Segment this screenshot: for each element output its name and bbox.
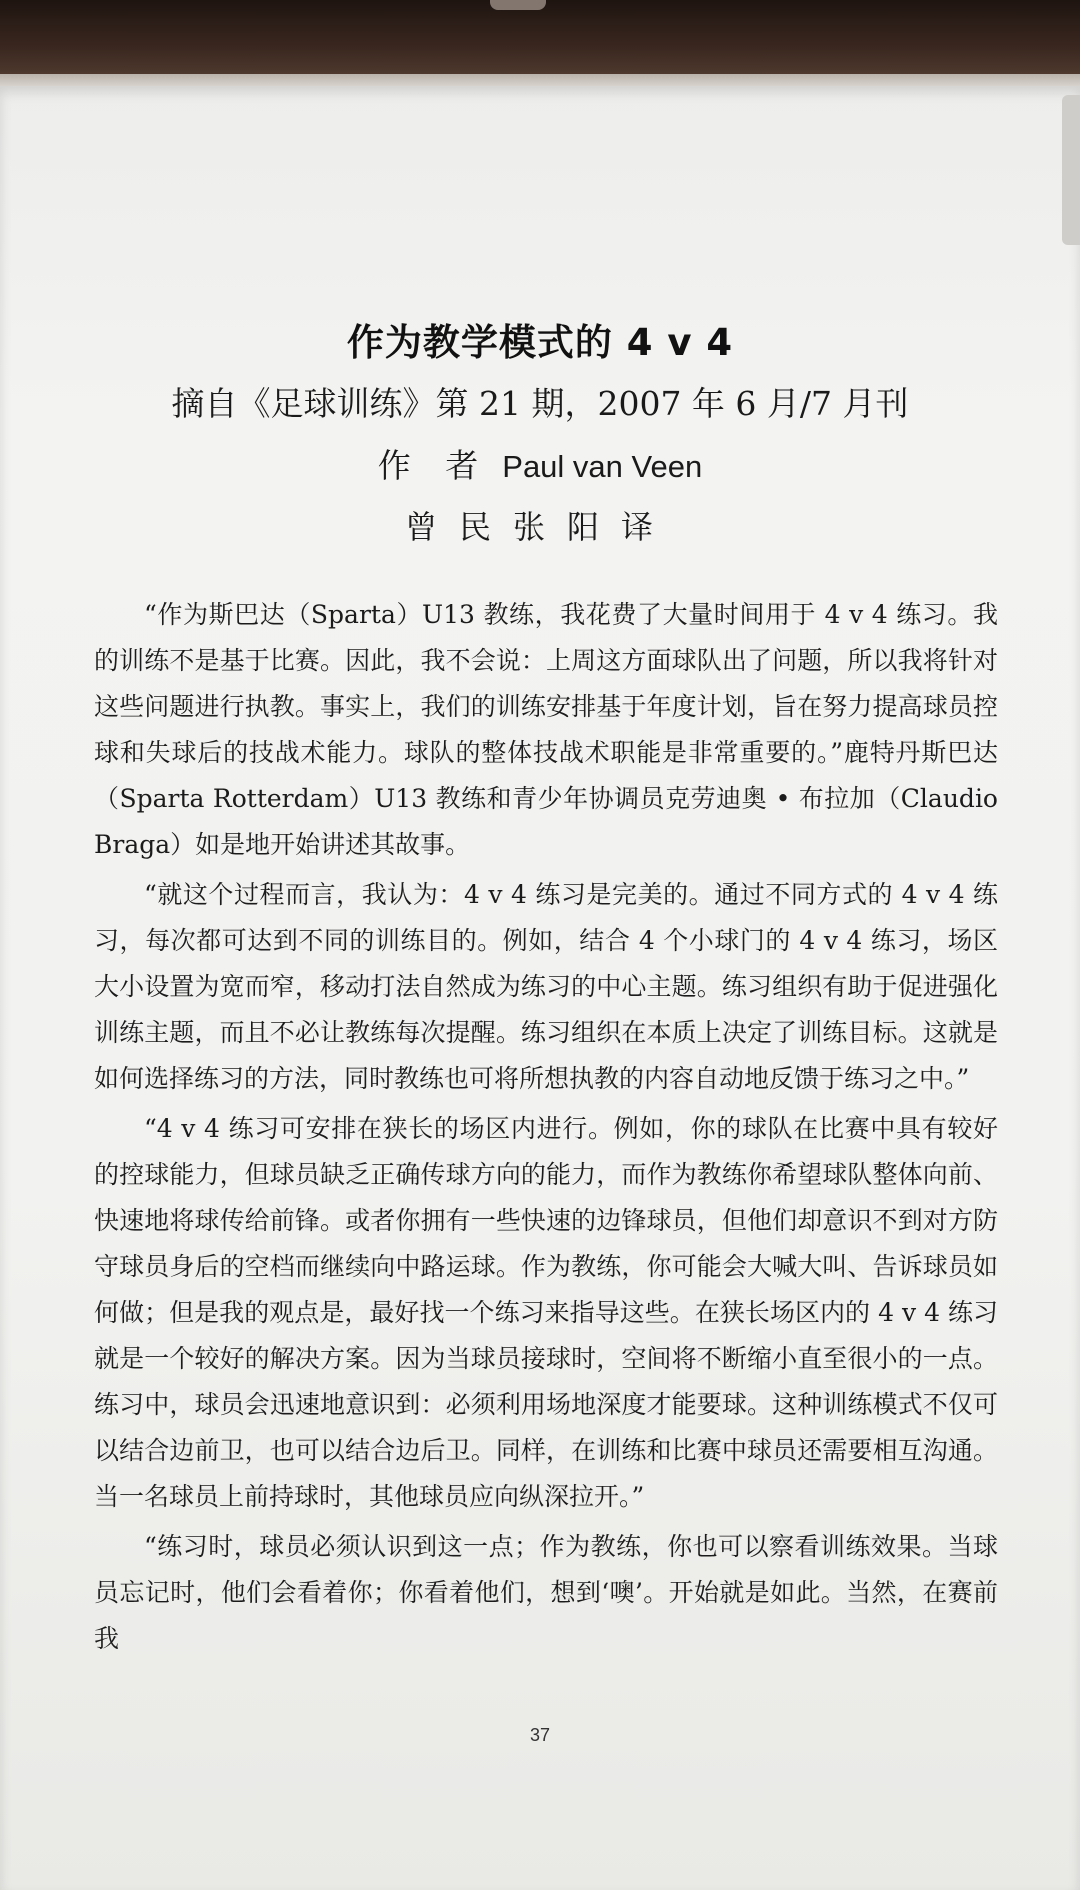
document-subtitle: 摘自《足球训练》第 21 期，2007 年 6 月/7 月刊	[171, 384, 909, 423]
article-body	[94, 592, 998, 1666]
author-label: 作 者	[377, 446, 491, 485]
paragraph: “作为斯巴达（Sparta）U13 教练，我花费了大量时间用于 4 v 4 练习。我的训练不是基于比赛。因此，我不会说：上周这方面球队出了问题，所以我将针对这些问题进行执教。事实上，我们的训练安排基于年度计划，旨在努力提高球员控球和失球后的技战术能力。球队的整体技战术职能是非常重要的。”鹿特丹斯巴达（Sparta Rotterdam）U13 教练和青少年协调员克劳迪奥 • 布拉加（Claudio Braga）如是地开始讲述其故事。	[94, 600, 998, 859]
author-line	[0, 440, 1080, 487]
author-name: Paul van Veen	[502, 449, 703, 484]
camera-notch	[490, 0, 546, 10]
paragraph: “练习时，球员必须认识到这一点；作为教练，你也可以察看训练效果。当球员忘记时，他们会看着你；你看着他们，想到‘噢’。开始就是如此。当然，在赛前我	[94, 1532, 998, 1653]
page-number: 37	[529, 1725, 551, 1745]
document-title: 作为教学模式的 4 v 4	[346, 321, 734, 364]
translator-line: 曾民张阳译	[404, 508, 675, 546]
paragraph: “就这个过程而言，我认为：4 v 4 练习是完美的。通过不同方式的 4 v 4 练习，每次都可达到不同的训练目的。例如，结合 4 个小球门的 4 v 4 练习，场区大小设置为宽而窄，移动打法自然成为练习的中心主题。练习组织有助于促进强化训练主题，而且不必让教练每次提醒。练习组织在本质上决定了训练目标。这就是如何选择练习的方法，同时教练也可将所想执教的内容自动地反馈于练习之中。”	[94, 880, 998, 1093]
side-edge-glare	[1062, 95, 1080, 245]
paragraph: “4 v 4 练习可安排在狭长的场区内进行。例如，你的球队在比赛中具有较好的控球能力，但球员缺乏正确传球方向的能力，而作为教练你希望球队整体向前、快速地将球传给前锋。或者你拥有一些快速的边锋球员，但他们却意识不到对方防守球员身后的空档而继续向中路运球。作为教练，你可能会大喊大叫、告诉球员如何做；但是我的观点是，最好找一个练习来指导这些。在狭长场区内的 4 v 4 练习就是一个较好的解决方案。因为当球员接球时，空间将不断缩小直至很小的一点。练习中，球员会迅速地意识到：必须利用场地深度才能要球。这种训练模式不仅可以结合边前卫，也可以结合边后卫。同样，在训练和比赛中球员还需要相互沟通。当一名球员上前持球时，其他球员应向纵深拉开。”	[94, 1114, 998, 1511]
